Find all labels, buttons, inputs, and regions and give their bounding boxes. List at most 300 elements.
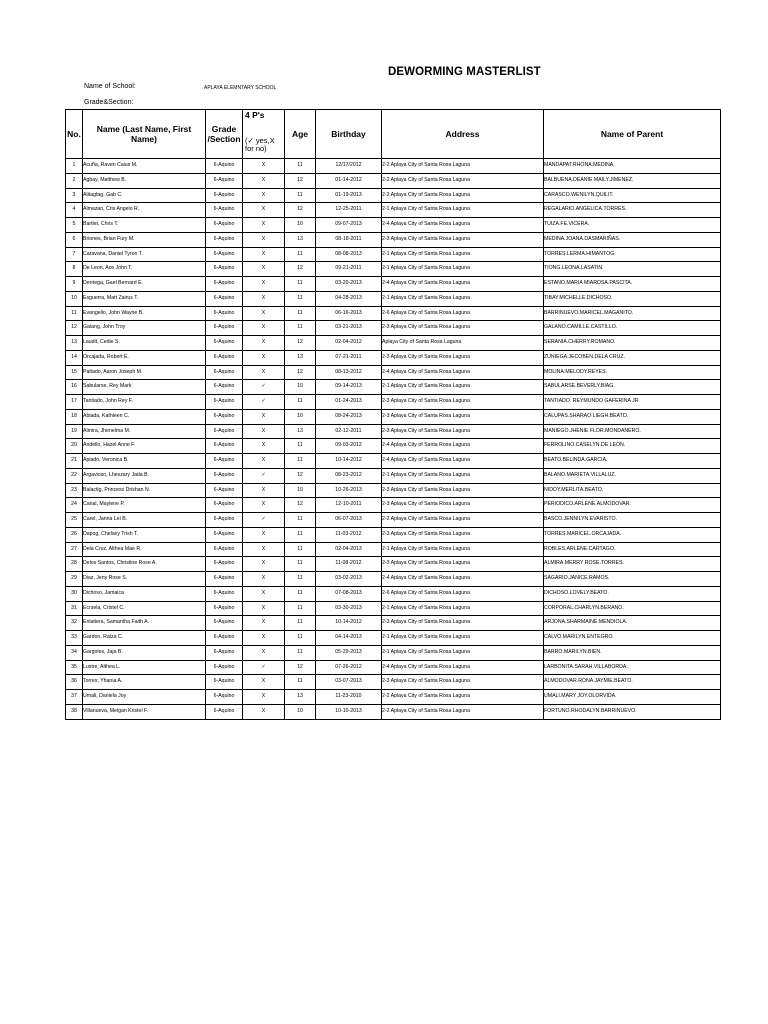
table-row bbox=[66, 247, 721, 262]
address-cell: 2-3 Aplaya City of Santa Rosa Laguna bbox=[382, 498, 544, 513]
birthday-cell: 04-28-2013 bbox=[316, 291, 382, 306]
table-row bbox=[66, 645, 721, 660]
student-name-cell: Caravana, Daniel Tyron T. bbox=[83, 247, 206, 262]
parent-name-cell: ESTANO.MARIA MIAROSA.PASCITA. bbox=[544, 277, 721, 292]
student-name-cell: Abiada, Kathleen C. bbox=[83, 409, 206, 424]
fourps-status-cell: X bbox=[243, 704, 285, 719]
student-name-cell: Paltado, Aaron Joseph M. bbox=[83, 365, 206, 380]
header-grade: Grade /Section bbox=[206, 110, 243, 159]
table-row bbox=[66, 660, 721, 675]
table-row bbox=[66, 498, 721, 513]
age-cell: 12 bbox=[285, 468, 316, 483]
fourps-status-cell: X bbox=[243, 586, 285, 601]
fourps-status-cell: ✓ bbox=[243, 513, 285, 528]
parent-name-cell: ROBLES.ARLENE.CARTAGO. bbox=[544, 542, 721, 557]
age-cell: 11 bbox=[285, 557, 316, 572]
parent-name-cell: BASCO.JENNILYN.EVARISTO. bbox=[544, 513, 721, 528]
table-row bbox=[66, 468, 721, 483]
header-4ps-legend: (✓ yes,X for no) bbox=[243, 137, 285, 159]
age-cell: 11 bbox=[285, 527, 316, 542]
student-name-cell: Galang, John Troy bbox=[83, 321, 206, 336]
fourps-status-cell: X bbox=[243, 690, 285, 705]
row-number-cell: 16 bbox=[66, 380, 83, 395]
student-name-cell: Torres, Yhania A. bbox=[83, 675, 206, 690]
grade-section-cell: 6-Aquino bbox=[206, 365, 243, 380]
age-cell: 11 bbox=[285, 601, 316, 616]
table-row bbox=[66, 173, 721, 188]
parent-name-cell: TANTIADO. REYMUNDO GAFERINA JR bbox=[544, 395, 721, 410]
table-row bbox=[66, 424, 721, 439]
grade-section-cell: 6-Aquino bbox=[206, 586, 243, 601]
header-4ps: 4 P's bbox=[243, 110, 285, 137]
birthday-cell: 07-21-2011 bbox=[316, 350, 382, 365]
table-row bbox=[66, 306, 721, 321]
birthday-cell: 07-08-2013 bbox=[316, 586, 382, 601]
table-row bbox=[66, 704, 721, 719]
row-number-cell: 27 bbox=[66, 542, 83, 557]
row-number-cell: 33 bbox=[66, 631, 83, 646]
parent-name-cell: CALUPAS.SHARAO LIEGH.BEATO. bbox=[544, 409, 721, 424]
row-number-cell: 18 bbox=[66, 409, 83, 424]
row-number-cell: 14 bbox=[66, 350, 83, 365]
row-number-cell: 28 bbox=[66, 557, 83, 572]
address-cell: 2-1 Aplaya City of Santa Rosa Laguna bbox=[382, 380, 544, 395]
address-cell: 2-3 Aplaya City of Santa Rosa Laguna bbox=[382, 424, 544, 439]
header-birthday: Birthday bbox=[316, 110, 382, 159]
row-number-cell: 34 bbox=[66, 645, 83, 660]
address-cell: 2-1 Aplaya City of Santa Rosa Laguna bbox=[382, 601, 544, 616]
birthday-cell: 11-03-2012 bbox=[316, 527, 382, 542]
student-name-cell: Dichoso, Jamaica bbox=[83, 586, 206, 601]
grade-section-cell: 6-Aquino bbox=[206, 690, 243, 705]
student-name-cell: Diaz, Jeny Rose S. bbox=[83, 572, 206, 587]
parent-name-cell: MANDAPAT.RHONA.MEDINA. bbox=[544, 159, 721, 174]
row-number-cell: 4 bbox=[66, 203, 83, 218]
address-cell: Aplaya City of Santa Rosa Laguna bbox=[382, 336, 544, 351]
row-number-cell: 21 bbox=[66, 454, 83, 469]
table-row bbox=[66, 513, 721, 528]
birthday-cell: 09-14-2013 bbox=[316, 380, 382, 395]
fourps-status-cell: X bbox=[243, 645, 285, 660]
age-cell: 12 bbox=[285, 498, 316, 513]
address-cell: 2-3 Aplaya City of Santa Rosa Laguna bbox=[382, 557, 544, 572]
age-cell: 11 bbox=[285, 542, 316, 557]
row-number-cell: 9 bbox=[66, 277, 83, 292]
grade-section-cell: 6-Aquino bbox=[206, 513, 243, 528]
address-cell: 2-3 Aplaya City of Santa Rosa Laguna bbox=[382, 675, 544, 690]
address-cell: 2-4 Aplaya City of Santa Rosa Laguna bbox=[382, 439, 544, 454]
parent-name-cell: MEDINA.JOANA.DASMARIÑAS. bbox=[544, 232, 721, 247]
birthday-cell: 06-07-2013 bbox=[316, 513, 382, 528]
address-cell: 2-3 Aplaya City of Santa Rosa Laguna bbox=[382, 321, 544, 336]
student-name-cell: Dela Cruz, Althea Mae R. bbox=[83, 542, 206, 557]
birthday-cell: 03-07-2013 bbox=[316, 675, 382, 690]
age-cell: 12 bbox=[285, 262, 316, 277]
birthday-cell: 12/17/2012 bbox=[316, 159, 382, 174]
birthday-cell: 11-23-2010 bbox=[316, 690, 382, 705]
birthday-cell: 06-16-2013 bbox=[316, 306, 382, 321]
student-name-cell: Canal, Maylene P. bbox=[83, 498, 206, 513]
fourps-status-cell: X bbox=[243, 675, 285, 690]
parent-name-cell: REGALARIO.ANGELICA.TORRES. bbox=[544, 203, 721, 218]
parent-name-cell: SABULARSE.BEVERLY.BIAG. bbox=[544, 380, 721, 395]
table-row bbox=[66, 542, 721, 557]
address-cell: 2-3 Aplaya City of Santa Rosa Laguna bbox=[382, 616, 544, 631]
parent-name-cell: TUIZA.FE.VICERA. bbox=[544, 218, 721, 233]
parent-name-cell: CARASCO.WENILYN.QUILIT. bbox=[544, 188, 721, 203]
parent-name-cell: BARRO.MARILYN.BIEN. bbox=[544, 645, 721, 660]
birthday-cell: 10-14-2012 bbox=[316, 454, 382, 469]
birthday-cell: 03-02-2013 bbox=[316, 572, 382, 587]
parent-name-cell: ALMODOVAR.RONA JAYMIE.BEATO. bbox=[544, 675, 721, 690]
birthday-cell: 03-20-2013 bbox=[316, 277, 382, 292]
student-name-cell: Enlatiera, Samantha Faith A. bbox=[83, 616, 206, 631]
birthday-cell: 01-14-2012 bbox=[316, 173, 382, 188]
student-name-cell: Acuña, Raven Caius M. bbox=[83, 159, 206, 174]
grade-section-cell: 6-Aquino bbox=[206, 557, 243, 572]
grade-section-cell: 6-Aquino bbox=[206, 498, 243, 513]
parent-name-cell: TORRES.LERMA.HIMANTOG. bbox=[544, 247, 721, 262]
table-row bbox=[66, 409, 721, 424]
grade-section-cell: 6-Aquino bbox=[206, 527, 243, 542]
grade-section-cell: 6-Aquino bbox=[206, 218, 243, 233]
student-name-cell: Gargoles, Jaja B. bbox=[83, 645, 206, 660]
parent-name-cell: ZUNIEGA.JECOBEN.DELA CRUZ. bbox=[544, 350, 721, 365]
fourps-status-cell: X bbox=[243, 409, 285, 424]
address-cell: 2-4 Aplaya City of Santa Rosa Laguna bbox=[382, 572, 544, 587]
birthday-cell: 08-13-2012 bbox=[316, 365, 382, 380]
fourps-status-cell: X bbox=[243, 232, 285, 247]
address-cell: 2-3 Aplaya City of Santa Rosa Laguna bbox=[382, 409, 544, 424]
table-row bbox=[66, 483, 721, 498]
birthday-cell: 02-04-2012 bbox=[316, 336, 382, 351]
fourps-status-cell: X bbox=[243, 262, 285, 277]
row-number-cell: 17 bbox=[66, 395, 83, 410]
row-number-cell: 26 bbox=[66, 527, 83, 542]
table-row bbox=[66, 557, 721, 572]
address-cell: 2-2 Aplaya City of Santa Rosa Laguna bbox=[382, 513, 544, 528]
table-row bbox=[66, 527, 721, 542]
address-cell: 2-6 Aplaya City of Santa Rosa Laguna bbox=[382, 586, 544, 601]
student-name-cell: Carel, Janna Lei B. bbox=[83, 513, 206, 528]
fourps-status-cell: X bbox=[243, 557, 285, 572]
grade-section-cell: 6-Aquino bbox=[206, 572, 243, 587]
row-number-cell: 25 bbox=[66, 513, 83, 528]
parent-name-cell: SAGARIO.JANICE.RAMOS. bbox=[544, 572, 721, 587]
row-number-cell: 8 bbox=[66, 262, 83, 277]
grade-section-cell: 6-Aquino bbox=[206, 660, 243, 675]
grade-section-cell: 6-Aquino bbox=[206, 483, 243, 498]
age-cell: 13 bbox=[285, 690, 316, 705]
parent-name-cell: MOLINA.MELODY.REYES. bbox=[544, 365, 721, 380]
page-title: DEWORMING MASTERLIST bbox=[388, 66, 541, 78]
table-row bbox=[66, 203, 721, 218]
address-cell: 2-4 Aplaya City of Santa Rosa Laguna bbox=[382, 660, 544, 675]
age-cell: 10 bbox=[285, 409, 316, 424]
table-row bbox=[66, 262, 721, 277]
grade-section-cell: 6-Aquino bbox=[206, 262, 243, 277]
age-cell: 12 bbox=[285, 173, 316, 188]
table-row bbox=[66, 675, 721, 690]
row-number-cell: 6 bbox=[66, 232, 83, 247]
age-cell: 13 bbox=[285, 350, 316, 365]
grade-section-cell: 6-Aquino bbox=[206, 350, 243, 365]
parent-name-cell: BARRINUEVO.MARICEL.MAGANITO. bbox=[544, 306, 721, 321]
row-number-cell: 19 bbox=[66, 424, 83, 439]
birthday-cell: 03-21-2013 bbox=[316, 321, 382, 336]
address-cell: 2-1 Aplaya City of Santa Rosa Laguna bbox=[382, 645, 544, 660]
fourps-status-cell: X bbox=[243, 601, 285, 616]
age-cell: 11 bbox=[285, 513, 316, 528]
age-cell: 11 bbox=[285, 439, 316, 454]
grade-section-cell: 6-Aquino bbox=[206, 232, 243, 247]
student-name-cell: Delos Santos, Christine Rose A. bbox=[83, 557, 206, 572]
student-name-cell: Dapog, Chelsey Trish T. bbox=[83, 527, 206, 542]
table-row bbox=[66, 232, 721, 247]
table-row bbox=[66, 572, 721, 587]
parent-name-cell: NIDOY.MERLITA.BEATO. bbox=[544, 483, 721, 498]
row-number-cell: 31 bbox=[66, 601, 83, 616]
fourps-status-cell: X bbox=[243, 454, 285, 469]
grade-section-cell: 6-Aquino bbox=[206, 277, 243, 292]
birthday-cell: 02-04-2013 bbox=[316, 542, 382, 557]
table-body bbox=[66, 159, 721, 720]
parent-name-cell: BALANO.MARIETA.VILLALUZ. bbox=[544, 468, 721, 483]
birthday-cell: 01-24-2013 bbox=[316, 395, 382, 410]
student-name-cell: Esguerra, Matt Zairus T. bbox=[83, 291, 206, 306]
grade-section-cell: 6-Aquino bbox=[206, 291, 243, 306]
row-number-cell: 10 bbox=[66, 291, 83, 306]
address-cell: 2-1 Aplaya City of Santa Rosa Laguna bbox=[382, 203, 544, 218]
fourps-status-cell: X bbox=[243, 631, 285, 646]
grade-section-cell: 6-Aquino bbox=[206, 336, 243, 351]
grade-section-cell: 6-Aquino bbox=[206, 173, 243, 188]
birthday-cell: 05-29-2013 bbox=[316, 645, 382, 660]
grade-section-cell: 6-Aquino bbox=[206, 306, 243, 321]
parent-name-cell: ALMIRA.MERRY ROSE.TORRES. bbox=[544, 557, 721, 572]
grade-section-cell: 6-Aquino bbox=[206, 542, 243, 557]
parent-name-cell: FORTUNO.RHODALYN.BARRINUEVO. bbox=[544, 704, 721, 719]
fourps-status-cell: X bbox=[243, 203, 285, 218]
fourps-status-cell: ✓ bbox=[243, 660, 285, 675]
row-number-cell: 3 bbox=[66, 188, 83, 203]
birthday-cell: 04-14-2013 bbox=[316, 631, 382, 646]
table-row bbox=[66, 380, 721, 395]
grade-section-cell: 6-Aquino bbox=[206, 395, 243, 410]
row-number-cell: 22 bbox=[66, 468, 83, 483]
table-row bbox=[66, 439, 721, 454]
grade-section-cell: 6-Aquino bbox=[206, 704, 243, 719]
grade-section-cell: 6-Aquino bbox=[206, 631, 243, 646]
student-name-cell: Almazan, Cris Angelo R. bbox=[83, 203, 206, 218]
grade-section-cell: 6-Aquino bbox=[206, 468, 243, 483]
fourps-status-cell: X bbox=[243, 321, 285, 336]
grade-section-cell: 6-Aquino bbox=[206, 424, 243, 439]
address-cell: 2-1 Aplaya City of Santa Rosa Laguna bbox=[382, 247, 544, 262]
table-row bbox=[66, 159, 721, 174]
table-row bbox=[66, 365, 721, 380]
address-cell: 2-2 Aplaya City of Santa Rosa Laguna bbox=[382, 690, 544, 705]
header-no: No. bbox=[66, 110, 83, 159]
table-row bbox=[66, 188, 721, 203]
fourps-status-cell: X bbox=[243, 277, 285, 292]
parent-name-cell: TIBAY.MICHELLE.DICHOSO. bbox=[544, 291, 721, 306]
age-cell: 10 bbox=[285, 380, 316, 395]
fourps-status-cell: X bbox=[243, 218, 285, 233]
table-row bbox=[66, 616, 721, 631]
student-name-cell: Andello, Hazel Anne F. bbox=[83, 439, 206, 454]
age-cell: 11 bbox=[285, 291, 316, 306]
row-number-cell: 15 bbox=[66, 365, 83, 380]
school-label: Name of School: bbox=[84, 83, 136, 90]
parent-name-cell: FERROLINO.CASELYN.DE LEON. bbox=[544, 439, 721, 454]
fourps-status-cell: X bbox=[243, 173, 285, 188]
birthday-cell: 08-23-2012 bbox=[316, 468, 382, 483]
fourps-status-cell: X bbox=[243, 424, 285, 439]
fourps-status-cell: X bbox=[243, 616, 285, 631]
grade-section-cell: 6-Aquino bbox=[206, 601, 243, 616]
birthday-cell: 08-24-2013 bbox=[316, 409, 382, 424]
parent-name-cell: ARJONA.SHARMAINE.MENDIOLA. bbox=[544, 616, 721, 631]
age-cell: 10 bbox=[285, 704, 316, 719]
address-cell: 2-3 Aplaya City of Santa Rosa Laguna bbox=[382, 232, 544, 247]
student-name-cell: Ecrsela, Cristel C. bbox=[83, 601, 206, 616]
age-cell: 11 bbox=[285, 321, 316, 336]
student-name-cell: Alitagtag, Gab C. bbox=[83, 188, 206, 203]
address-cell: 2-2 Aplaya City of Santa Rosa Laguna bbox=[382, 704, 544, 719]
school-name: APLAYA ELEMNTARY SCHOOL bbox=[204, 85, 277, 91]
address-cell: 2-4 Aplaya City of Santa Rosa Laguna bbox=[382, 365, 544, 380]
age-cell: 11 bbox=[285, 572, 316, 587]
age-cell: 10 bbox=[285, 483, 316, 498]
fourps-status-cell: X bbox=[243, 247, 285, 262]
grade-section-cell: 6-Aquino bbox=[206, 616, 243, 631]
age-cell: 11 bbox=[285, 454, 316, 469]
row-number-cell: 13 bbox=[66, 336, 83, 351]
birthday-cell: 10-26-2013 bbox=[316, 483, 382, 498]
grade-section-cell: 6-Aquino bbox=[206, 203, 243, 218]
table-row bbox=[66, 291, 721, 306]
grade-section-cell: 6-Aquino bbox=[206, 321, 243, 336]
address-cell: 2-1 Aplaya City of Santa Rosa Laguna bbox=[382, 631, 544, 646]
row-number-cell: 1 bbox=[66, 159, 83, 174]
age-cell: 13 bbox=[285, 424, 316, 439]
parent-name-cell: BALBUENA.DEANIE MAILY.JIMENEZ. bbox=[544, 173, 721, 188]
age-cell: 12 bbox=[285, 365, 316, 380]
student-name-cell: Villanueva, Meigan Kristel F. bbox=[83, 704, 206, 719]
table-row bbox=[66, 631, 721, 646]
student-name-cell: Umali, Daniela Joy bbox=[83, 690, 206, 705]
student-name-cell: Agbay, Matthew B. bbox=[83, 173, 206, 188]
age-cell: 12 bbox=[285, 660, 316, 675]
birthday-cell: 09-07-2013 bbox=[316, 218, 382, 233]
birthday-cell: 08-18-2011 bbox=[316, 232, 382, 247]
table-row bbox=[66, 601, 721, 616]
table-row bbox=[66, 454, 721, 469]
row-number-cell: 20 bbox=[66, 439, 83, 454]
address-cell: 2-4 Aplaya City of Santa Rosa Laguna bbox=[382, 277, 544, 292]
header-name: Name (Last Name, First Name) bbox=[83, 110, 206, 159]
address-cell: 2-4 Aplaya City of Santa Rosa Laguna bbox=[382, 218, 544, 233]
birthday-cell: 02-12-2011 bbox=[316, 424, 382, 439]
parent-name-cell: SERANIA.CHERRY.ROMANO. bbox=[544, 336, 721, 351]
row-number-cell: 7 bbox=[66, 247, 83, 262]
parent-name-cell: UMALI.MARY JOY.OLORVIDA. bbox=[544, 690, 721, 705]
birthday-cell: 12-25-2011 bbox=[316, 203, 382, 218]
grade-section-cell: 6-Aquino bbox=[206, 439, 243, 454]
grade-section-label: Grade&Section: bbox=[84, 99, 134, 106]
age-cell: 11 bbox=[285, 616, 316, 631]
age-cell: 11 bbox=[285, 188, 316, 203]
parent-name-cell: CALVO.MARILYN.ENTEGRO. bbox=[544, 631, 721, 646]
age-cell: 11 bbox=[285, 306, 316, 321]
birthday-cell: 10-14-2012 bbox=[316, 616, 382, 631]
student-name-cell: Derriega, Gael Bernard E. bbox=[83, 277, 206, 292]
student-name-cell: Argavioso, Lhexzary Jada B. bbox=[83, 468, 206, 483]
birthday-cell: 01-19-2013 bbox=[316, 188, 382, 203]
birthday-cell: 09-21-2011 bbox=[316, 262, 382, 277]
student-name-cell: Laudit, Cedie S. bbox=[83, 336, 206, 351]
row-number-cell: 29 bbox=[66, 572, 83, 587]
parent-name-cell: TIONG.LEONA.LASATIN. bbox=[544, 262, 721, 277]
grade-section-cell: 6-Aquino bbox=[206, 675, 243, 690]
parent-name-cell: DICHOSO.LOVELY.BEATO. bbox=[544, 586, 721, 601]
header-address: Address bbox=[382, 110, 544, 159]
student-name-cell: Briones, Brian Fury M. bbox=[83, 232, 206, 247]
row-number-cell: 2 bbox=[66, 173, 83, 188]
address-cell: 2-3 Aplaya City of Santa Rosa Laguna bbox=[382, 483, 544, 498]
header-age: Age bbox=[285, 110, 316, 159]
student-name-cell: Apiado, Veronica B. bbox=[83, 454, 206, 469]
address-cell: 2-6 Aplaya City of Santa Rosa Laguna bbox=[382, 306, 544, 321]
age-cell: 12 bbox=[285, 203, 316, 218]
fourps-status-cell: X bbox=[243, 291, 285, 306]
student-name-cell: Sabularse, Rey Mark bbox=[83, 380, 206, 395]
address-cell: 2-3 Aplaya City of Santa Rosa Laguna bbox=[382, 395, 544, 410]
address-cell: 2-2 Aplaya City of Santa Rosa Laguna bbox=[382, 188, 544, 203]
row-number-cell: 23 bbox=[66, 483, 83, 498]
row-number-cell: 24 bbox=[66, 498, 83, 513]
birthday-cell: 07-26-2012 bbox=[316, 660, 382, 675]
age-cell: 11 bbox=[285, 395, 316, 410]
grade-section-cell: 6-Aquino bbox=[206, 409, 243, 424]
grade-section-cell: 6-Aquino bbox=[206, 159, 243, 174]
age-cell: 11 bbox=[285, 247, 316, 262]
student-name-cell: De Leon, Ace John T. bbox=[83, 262, 206, 277]
grade-section-cell: 6-Aquino bbox=[206, 188, 243, 203]
grade-section-cell: 6-Aquino bbox=[206, 380, 243, 395]
student-name-cell: Bartlet, Chris T. bbox=[83, 218, 206, 233]
table-row bbox=[66, 395, 721, 410]
row-number-cell: 35 bbox=[66, 660, 83, 675]
row-number-cell: 5 bbox=[66, 218, 83, 233]
grade-section-cell: 6-Aquino bbox=[206, 645, 243, 660]
table-row bbox=[66, 586, 721, 601]
row-number-cell: 38 bbox=[66, 704, 83, 719]
age-cell: 13 bbox=[285, 232, 316, 247]
table-row bbox=[66, 218, 721, 233]
fourps-status-cell: X bbox=[243, 159, 285, 174]
birthday-cell: 03-30-2013 bbox=[316, 601, 382, 616]
fourps-status-cell: X bbox=[243, 439, 285, 454]
fourps-status-cell: X bbox=[243, 542, 285, 557]
header-parent: Name of Parent bbox=[544, 110, 721, 159]
birthday-cell: 12-10-2011 bbox=[316, 498, 382, 513]
fourps-status-cell: ✓ bbox=[243, 380, 285, 395]
parent-name-cell: TORRES.MARICEL.ORCAJADA. bbox=[544, 527, 721, 542]
masterlist-table bbox=[65, 109, 721, 720]
address-cell: 2-2 Aplaya City of Santa Rosa Laguna bbox=[382, 159, 544, 174]
